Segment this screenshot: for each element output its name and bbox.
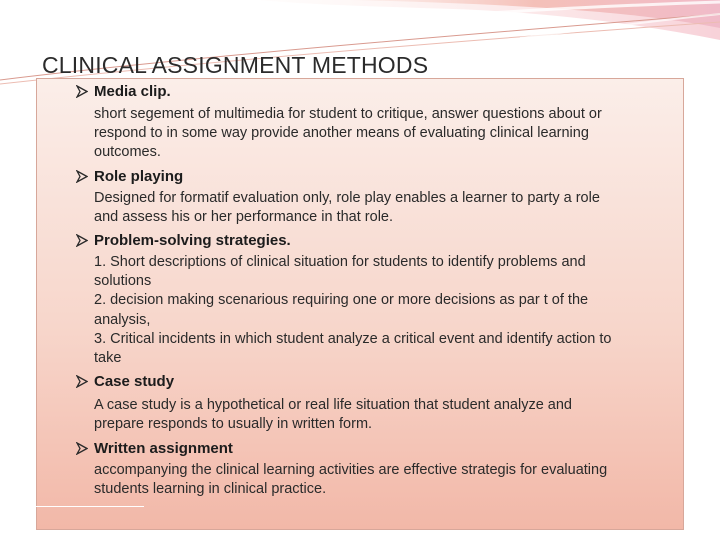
bullet-problem-solving xyxy=(76,231,676,368)
body-line: outcomes. xyxy=(94,144,161,161)
arrow-bullet-icon xyxy=(76,85,88,98)
bullet-media-clip xyxy=(76,82,676,163)
bottom-accent-line xyxy=(36,506,144,507)
body-line: analysis, xyxy=(94,311,151,328)
body-line: 1. Short descriptions of clinical situation for students to identify problems and xyxy=(94,254,586,271)
bullet-case-study xyxy=(76,372,676,434)
arrow-bullet-icon xyxy=(76,375,88,388)
body-line: solutions xyxy=(94,273,152,290)
body-line: Designed for formatif evaluation only, role play enables a learner to party a role xyxy=(94,189,600,206)
bullet-body xyxy=(76,189,676,227)
bullet-written-assignment xyxy=(76,439,676,499)
bullet-heading: Problem-solving strategies. xyxy=(94,232,291,250)
body-line: and assess his or her performance in that role. xyxy=(94,208,394,225)
bullet-role-playing xyxy=(76,167,676,227)
body-line: students learning in clinical practice. xyxy=(94,480,327,497)
body-line: 3. Critical incidents in which student analyze a critical event and identify action to xyxy=(94,330,612,347)
bullet-body xyxy=(76,253,676,368)
arrow-bullet-icon xyxy=(76,442,88,455)
bullet-body xyxy=(76,396,676,434)
slide-title: CLINICAL ASSIGNMENT METHODS xyxy=(42,52,429,78)
body-line: 2. decision making scenarious requiring one or more decisions as par t of the xyxy=(94,292,589,309)
arrow-bullet-icon xyxy=(76,234,88,247)
bullet-heading: Case study xyxy=(94,373,175,391)
body-line: take xyxy=(94,350,122,367)
body-line: accompanying the clinical learning activities are effective strategis for evaluating xyxy=(94,461,608,478)
arrow-bullet-icon xyxy=(76,170,88,183)
bullet-body xyxy=(76,461,676,499)
bullet-heading: Written assignment xyxy=(94,439,233,457)
bullet-list xyxy=(76,82,676,499)
bullet-heading: Role playing xyxy=(94,167,184,185)
body-line: short segement of multimedia for student to critique, answer questions about or xyxy=(94,106,602,122)
bullet-body xyxy=(76,105,676,163)
body-line: respond to in some way provide another means of evaluating clinical learning xyxy=(94,125,589,142)
body-line: prepare responds to usually in written form. xyxy=(94,416,373,433)
bullet-heading: Media clip. xyxy=(94,83,171,100)
body-line: A case study is a hypothetical or real life situation that student analyze and xyxy=(94,397,572,414)
